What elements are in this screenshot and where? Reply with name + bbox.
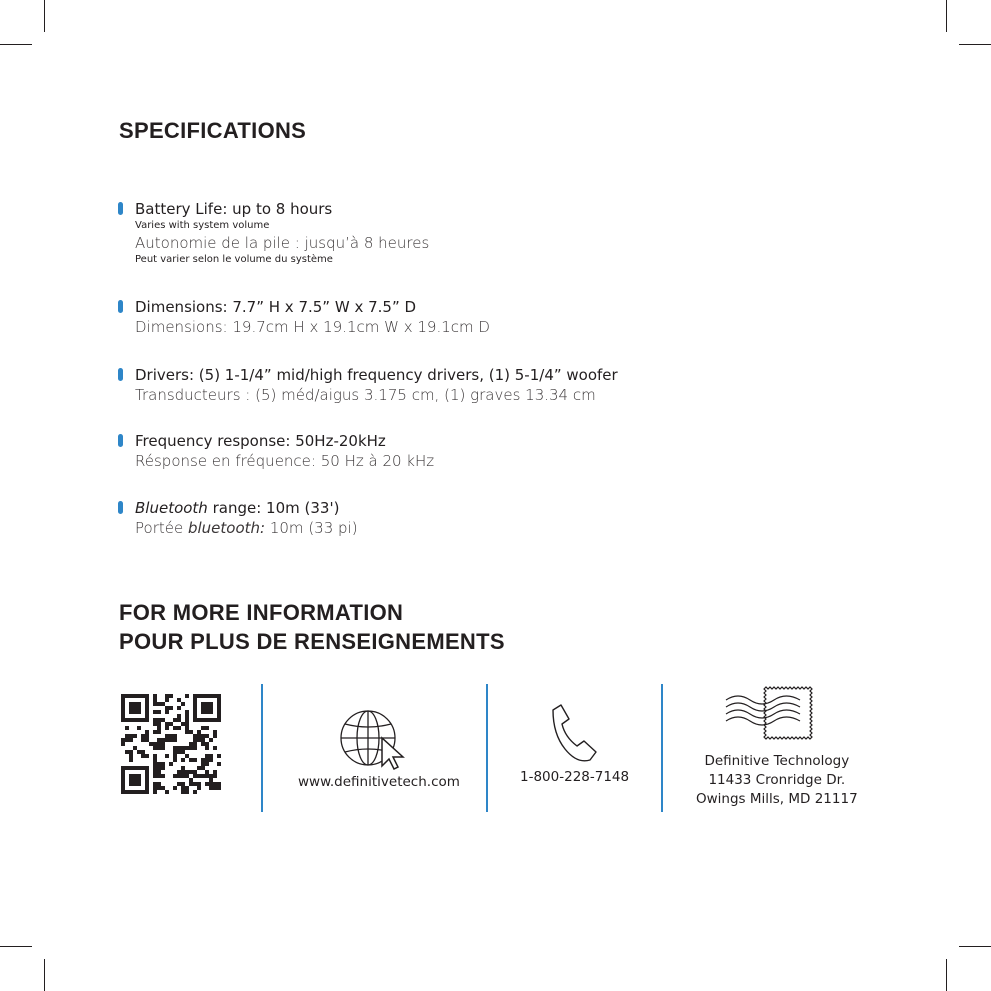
- spec-label-fr: [135, 518, 358, 538]
- spec-label-fr: Dimensions: 19.7cm H x 19.1cm W x 19.1cm D: [135, 318, 490, 336]
- spec-label-rest: range: 10m (33'): [207, 499, 340, 517]
- spec-label: Drivers: (5) 1-1/4” mid/high frequency drivers, (1) 5-1/4” woofer: [135, 366, 618, 384]
- spec-item-drivers: [135, 365, 618, 405]
- globe-cursor-icon: [338, 708, 420, 770]
- crop-mark: [0, 44, 32, 45]
- qr-code-icon[interactable]: [121, 694, 221, 794]
- bullet-marker: [118, 202, 123, 215]
- spec-label-fr-prefix: Portée: [135, 519, 188, 537]
- spec-note: Varies with system volume: [135, 220, 270, 231]
- spec-item-bluetooth: [135, 498, 358, 538]
- crop-mark: [959, 946, 991, 947]
- spec-label: [135, 498, 358, 518]
- address-city: Owings Mills, MD 21117: [696, 791, 858, 807]
- spec-note-fr: Peut varier selon le volume du système: [135, 254, 333, 265]
- crop-mark: [44, 0, 45, 32]
- more-info-heading: [119, 598, 505, 656]
- divider: [661, 684, 663, 812]
- spec-label-italic: Bluetooth: [135, 499, 208, 517]
- spec-label-fr-italic: bluetooth:: [187, 519, 266, 537]
- spec-item-frequency: [135, 431, 434, 471]
- spec-label-fr: Transducteurs : (5) méd/aigus 3.175 cm, (1) graves 13.34 cm: [135, 386, 596, 404]
- divider: [486, 684, 488, 812]
- spec-label-fr: Résponse en fréquence: 50 Hz à 20 kHz: [135, 452, 435, 470]
- bullet-marker: [118, 300, 123, 313]
- crop-mark: [0, 946, 32, 947]
- spec-item-battery: [135, 199, 429, 267]
- crop-mark: [946, 959, 947, 991]
- more-info-heading-en: FOR MORE INFORMATION: [119, 600, 404, 625]
- crop-mark: [44, 959, 45, 991]
- phone-number[interactable]: 1-800-228-7148: [520, 769, 630, 785]
- bullet-marker: [118, 501, 123, 514]
- spec-label: Frequency response: 50Hz-20kHz: [135, 432, 386, 450]
- bullet-marker: [118, 368, 123, 381]
- spec-label: Battery Life: up to 8 hours: [135, 200, 333, 218]
- postage-stamp-icon: [724, 686, 816, 742]
- spec-label: Dimensions: 7.7” H x 7.5” W x 7.5” D: [135, 298, 417, 316]
- divider: [261, 684, 263, 812]
- spec-item-dimensions: [135, 297, 490, 337]
- more-info-heading-fr: POUR PLUS DE RENSEIGNEMENTS: [119, 629, 505, 654]
- mailing-address: [696, 752, 858, 809]
- spec-label-fr: Autonomie de la pile : jusqu’à 8 heures: [135, 234, 430, 252]
- bullet-marker: [118, 434, 123, 447]
- specifications-heading: SPECIFICATIONS: [119, 118, 307, 143]
- address-company: Definitive Technology: [704, 753, 850, 769]
- address-street: 11433 Cronridge Dr.: [708, 772, 846, 788]
- spec-label-fr-rest: 10m (33 pi): [265, 519, 358, 537]
- crop-mark: [959, 44, 991, 45]
- website-link[interactable]: www.definitivetech.com: [298, 774, 460, 790]
- crop-mark: [946, 0, 947, 32]
- phone-icon: [549, 704, 601, 764]
